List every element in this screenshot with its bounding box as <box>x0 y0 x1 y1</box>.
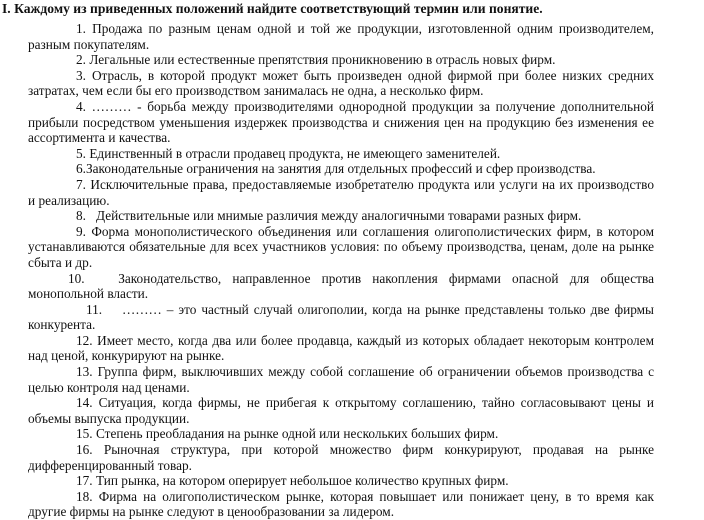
item-text: ……… - борьба между производителями однородной продукции за получение дополнительной прибыли посредством уменьшения издержек производства и снижения цен на продукцию без изменения ее ассортимента и качества. <box>28 98 654 146</box>
item-text: ……… – это частный случай олигополии, когда на рынке представлены только две фирмы конкурента. <box>28 301 654 333</box>
item-number: 13. <box>76 364 93 380</box>
item-number: 18. <box>76 488 93 504</box>
item-number: 6. <box>76 161 86 177</box>
item-number: 4. <box>76 98 86 114</box>
item-number: 9. <box>76 223 86 239</box>
list-item <box>28 99 654 146</box>
list-item <box>28 52 654 68</box>
list-item <box>28 208 654 224</box>
list-item <box>28 489 654 520</box>
list-item <box>28 364 654 395</box>
item-text: Имеет место, когда два или более продавца, каждый из которых обладает некоторым контролем над ценой, конкурируют на рынке. <box>28 332 654 364</box>
list-item <box>28 442 654 473</box>
item-number: 12. <box>76 332 93 348</box>
item-text: Законодательство, направленное против накопления фирмами опасной для общества монопольной власти. <box>28 270 654 302</box>
item-number: 2. <box>76 52 86 68</box>
item-number: 10. <box>68 270 85 286</box>
list-item <box>28 271 654 302</box>
item-number: 7. <box>76 176 86 192</box>
list-item <box>28 395 654 426</box>
item-number: 14. <box>76 395 93 411</box>
item-number: 16. <box>76 442 93 458</box>
list-item <box>28 161 654 177</box>
item-text: Ситуация, когда фирмы, не прибегая к открытому соглашению, тайно согласовывают цены и объемы выпуска продукции. <box>28 395 654 426</box>
item-text: Степень преобладания на рынке одной или нескольких больших фирм. <box>95 426 499 442</box>
item-number: 8. <box>76 208 86 224</box>
item-number: 1. <box>76 21 86 36</box>
item-text: Легальные или естественные препятствия проникновению в отрасль новых фирм. <box>89 52 556 68</box>
item-number: 17. <box>76 473 93 489</box>
list-item <box>28 177 654 208</box>
item-text: Тип рынка, на котором оперирует небольшое количество крупных фирм. <box>95 473 509 489</box>
item-text: Действительные или мнимые различия между аналогичными товарами разных фирм. <box>95 208 582 224</box>
item-text: Продажа по разным ценам одной и той же продукции, изготовленной одним производителем, разным покупателям. <box>28 21 654 52</box>
item-number: 15. <box>76 426 93 442</box>
task-heading: I. Каждому из приведенных положений найдите соответствующий термин или понятие. <box>2 1 543 16</box>
list-item <box>28 426 654 442</box>
list-item <box>28 473 654 489</box>
list-item <box>28 224 654 271</box>
list-item <box>28 146 654 162</box>
item-text: Исключительные права, предоставляемые изобретателю продукта или услуги на их производство и реализацию. <box>28 176 654 208</box>
list-item <box>28 333 654 364</box>
item-text: Отрасль, в которой продукт может быть произведен одной фирмой при более низких средних затратах, чем если бы его производством занималась не одна, а несколько фирм. <box>28 67 655 99</box>
item-text: Законодательные ограничения на занятия для отдельных профессий и сфер производства. <box>85 161 596 177</box>
list-item <box>28 68 654 99</box>
item-number: 11. <box>86 301 103 317</box>
item-text: Рыночная структура, при которой множество фирм конкурируют, продавая на рынке дифференцированный товар. <box>28 442 654 473</box>
item-text: Фирма на олигополистическом рынке, которая повышает или понижает цену, в то время как другие фирмы на рынке следуют в ценообразовании за лидером. <box>28 488 654 520</box>
item-text: Группа фирм, выключивших между собой соглашение об ограничении объемов производства с целью контроля над ценами. <box>28 364 655 395</box>
definition-list <box>28 21 654 520</box>
item-text: Единственный в отрасли продавец продукта, не имеющего заменителей. <box>89 145 501 161</box>
list-item <box>28 302 654 333</box>
item-number: 5. <box>76 145 86 161</box>
item-text: Форма монополистического объединения или соглашения олигополистических фирм, в котором устанавливаются обязательные для всех участников условия: по объему производства, ценам, доле на рынке сбыта и др. <box>28 223 654 270</box>
list-item <box>28 21 654 52</box>
item-number: 3. <box>76 67 86 83</box>
